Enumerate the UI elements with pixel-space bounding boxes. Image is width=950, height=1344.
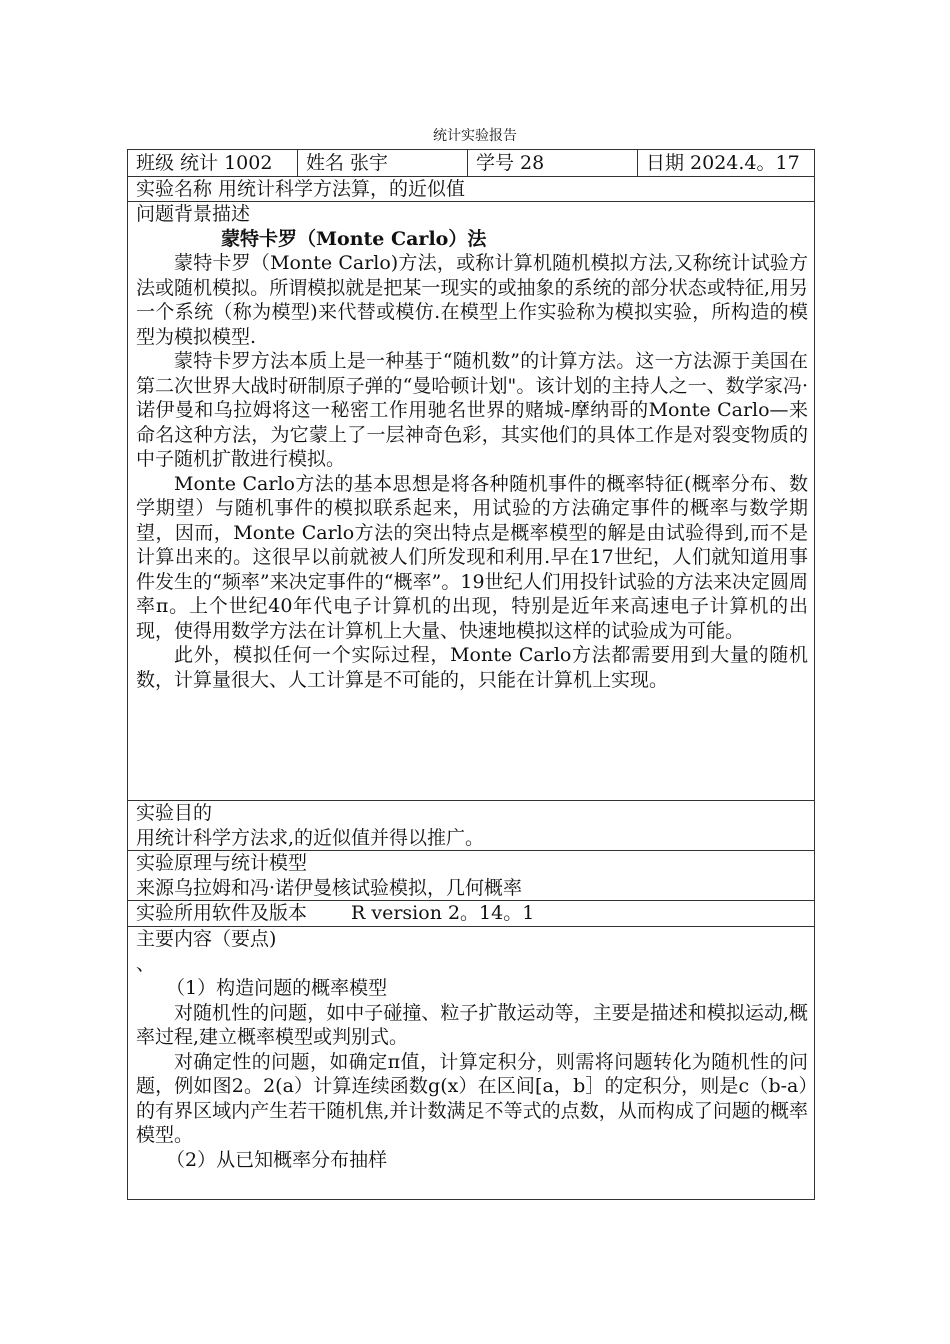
purpose-text: 用统计科学方法求,的近似值并得以推广。 [136,826,485,849]
principle-text: 来源乌拉姆和冯·诺伊曼核试验模拟，几何概率 [136,876,523,899]
purpose-section [128,801,814,851]
document-title: 统计实验报告 [433,128,517,144]
header-row [128,150,814,177]
background-paragraph-4: 此外，模拟任何一个实际过程，Monte Carlo方法都需要用到大量的随机数，计算量很大、人工计算是不可能的，只能在计算机上实现。 [136,644,808,691]
background-section [128,202,814,801]
main-content-mark: 、 [136,952,156,975]
report-table [127,149,815,1200]
name-cell: 姓名 张宇 [298,150,468,176]
step-2-heading: （2）从已知概率分布抽样 [166,1148,388,1171]
background-label: 问题背景描述 [136,203,251,225]
purpose-label: 实验目的 [136,802,213,824]
principle-section [128,851,814,901]
student-id-cell: 学号 28 [468,150,638,176]
software-section [128,901,814,927]
main-content-section [128,927,814,1199]
step-1-heading: （1）构造问题的概率模型 [166,977,388,999]
main-paragraph-2: 对确定性的问题，如确定π值，计算定积分，则需将问题转化为随机性的问题，例如图2。2(a）计算连续函数g(x）在区间[a，b］的定积分，则是c（b-a）的有界区域内产生若干随机焦,并计数满足不等式的点数，从而构成了问题的概率模型。 [136,1050,808,1146]
main-content-label: 主要内容（要点) [136,928,277,950]
background-heading: 蒙特卡罗（Monte Carlo）法 [221,227,487,250]
main-paragraph-1: 对随机性的问题，如中子碰撞、粒子扩散运动等，主要是描述和模拟运动,概率过程,建立概率模型或判别式。 [136,1001,808,1048]
background-paragraph-2: 蒙特卡罗方法本质上是一种基于“随机数”的计算方法。这一方法源于美国在第二次世界大战时研制原子弹的“曼哈顿计划"。该计划的主持人之一、数学家冯·诺伊曼和乌拉姆将这一秘密工作用驰名世界的赌城-摩纳哥的Monte Carlo—来命名这种方法，为它蒙上了一层神奇色彩，其实他们的具体工作是对裂变物质的中子随机扩散进行模拟。 [136,350,808,470]
background-paragraph-1: 蒙特卡罗（Monte Carlo)方法，或称计算机随机模拟方法,又称统计试验方法或随机模拟。所谓模拟就是把某一现实的或抽象的系统的部分状态或特征,用另一个系统（称为模型)来代替或模仿.在模型上作实验称为模拟实验，所构造的模型为模拟模型. [136,252,808,348]
date-cell: 日期 2024.4。17 [646,152,800,174]
software-label: 实验所用软件及版本 [136,902,308,924]
experiment-name-row: 实验名称 用统计科学方法算，的近似值 [128,177,814,202]
background-paragraph-3: Monte Carlo方法的基本思想是将各种随机事件的概率特征(概率分布、数学期望）与随机事件的模拟联系起来，用试验的方法确定事件的概率与数学期望，因而，Monte Carlo方法的突出特点是概率模型的解是由试验得到,而不是计算出来的。这很早以前就被人们所发现和利用.早在17世纪，人们就知道用事件发生的“频率”来决定事件的“概率”。19世纪人们用投针试验的方法来决定圆周率π。上个世纪40年代电子计算机的出现，特别是近年来高速电子计算机的出现，使得用数学方法在计算机上大量、快速地模拟这样的试验成为可能。 [136,472,808,642]
software-version: R version 2。14。1 [351,902,535,924]
principle-label: 实验原理与统计模型 [136,852,308,874]
class-cell: 班级 统计 1002 [128,150,298,176]
